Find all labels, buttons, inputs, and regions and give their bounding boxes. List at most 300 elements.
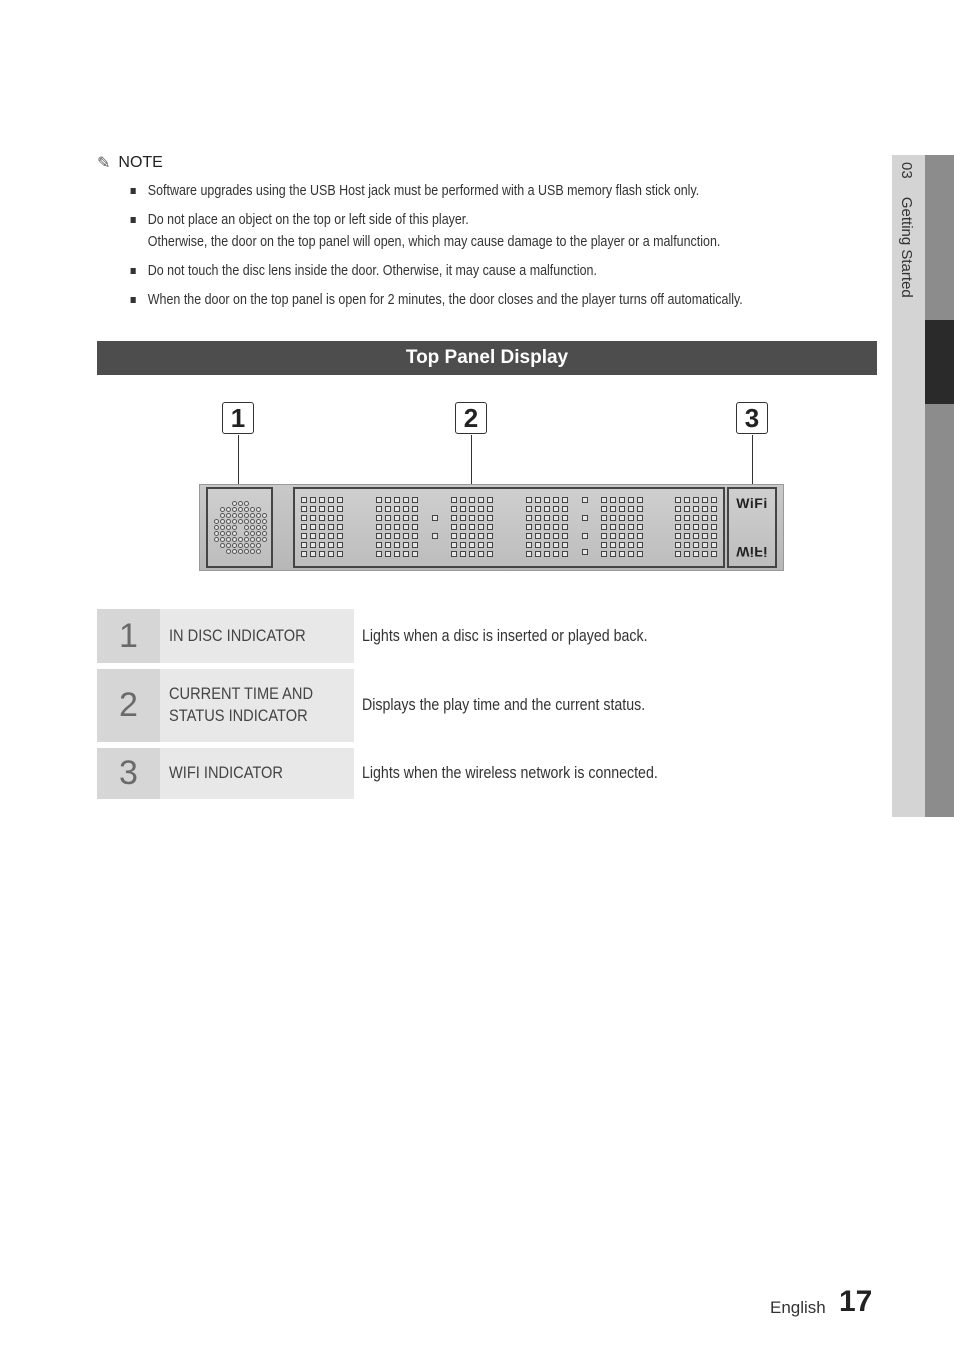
callout-3-leader xyxy=(752,435,753,487)
disc-led-dot xyxy=(256,519,261,524)
row-number: 2 xyxy=(97,669,160,742)
row-name: CURRENT TIME AND STATUS INDICATOR xyxy=(169,684,314,725)
led-digit xyxy=(451,497,493,557)
led-segment xyxy=(711,506,717,512)
led-segment xyxy=(711,515,717,521)
led-segment xyxy=(301,497,307,503)
note-item-text: Do not touch the disc lens inside the door. Otherwise, it may cause a malfunction. xyxy=(147,263,597,279)
note-item xyxy=(128,289,764,311)
led-segment xyxy=(376,533,382,539)
led-segment xyxy=(487,524,493,530)
led-segment xyxy=(601,551,607,557)
disc-led-dot xyxy=(220,513,225,518)
callout-3: 3 xyxy=(736,402,768,434)
wifi-indicator xyxy=(727,487,777,568)
led-segment xyxy=(684,551,690,557)
led-segment xyxy=(526,515,532,521)
led-segment xyxy=(394,542,400,548)
led-segment xyxy=(310,533,316,539)
led-segment xyxy=(619,524,625,530)
disc-led-dot xyxy=(226,531,231,536)
led-segment xyxy=(601,506,607,512)
led-segment xyxy=(328,533,334,539)
led-segment xyxy=(394,551,400,557)
led-segment xyxy=(394,524,400,530)
chapter-tab-label xyxy=(898,162,915,298)
disc-led-dot xyxy=(226,519,231,524)
led-segment xyxy=(544,506,550,512)
disc-led-dot xyxy=(220,525,225,530)
disc-led-dot xyxy=(226,525,231,530)
disc-led-dot xyxy=(250,531,255,536)
led-segment xyxy=(675,533,681,539)
disc-led-dot xyxy=(238,501,243,506)
led-segment xyxy=(310,497,316,503)
led-segment xyxy=(403,497,409,503)
row-name-cell xyxy=(160,669,354,742)
led-segment xyxy=(693,542,699,548)
led-segment xyxy=(337,497,343,503)
led-segment xyxy=(693,515,699,521)
disc-led-dot xyxy=(220,507,225,512)
led-segment xyxy=(469,497,475,503)
row-name: WIFI INDICATOR xyxy=(169,763,283,782)
led-segment xyxy=(451,542,457,548)
led-segment xyxy=(385,533,391,539)
led-segment xyxy=(394,497,400,503)
led-segment xyxy=(328,551,334,557)
led-segment xyxy=(526,497,532,503)
led-segment xyxy=(412,551,418,557)
led-segment xyxy=(637,533,643,539)
led-segment xyxy=(711,542,717,548)
pencil-icon: ✎ xyxy=(97,155,111,172)
led-segment xyxy=(385,542,391,548)
led-segment xyxy=(601,515,607,521)
led-segment xyxy=(469,524,475,530)
led-segment xyxy=(310,551,316,557)
disc-led-dot xyxy=(262,513,267,518)
led-segment xyxy=(469,533,475,539)
led-segment xyxy=(628,533,634,539)
led-segment xyxy=(478,506,484,512)
led-segment xyxy=(385,515,391,521)
led-segment xyxy=(460,533,466,539)
led-segment xyxy=(337,524,343,530)
disc-led-dot xyxy=(220,519,225,524)
led-digit xyxy=(376,497,418,557)
led-segment xyxy=(535,542,541,548)
led-segment xyxy=(702,506,708,512)
led-segment xyxy=(693,497,699,503)
disc-led-dot xyxy=(232,531,237,536)
led-segment xyxy=(711,524,717,530)
note-item xyxy=(128,209,764,253)
callout-2-leader xyxy=(471,435,472,487)
led-separator-dot xyxy=(582,533,588,539)
led-segment xyxy=(553,551,559,557)
led-segment xyxy=(478,551,484,557)
led-segment xyxy=(553,542,559,548)
led-segment xyxy=(301,533,307,539)
led-segment xyxy=(487,497,493,503)
led-segment xyxy=(403,542,409,548)
led-separator-dot xyxy=(432,533,438,539)
disc-led-dot xyxy=(238,513,243,518)
row-number: 3 xyxy=(97,748,160,799)
led-segment xyxy=(535,533,541,539)
table-row xyxy=(97,748,877,799)
footer-language: English xyxy=(770,1298,826,1317)
led-segment xyxy=(702,497,708,503)
led-segment xyxy=(451,533,457,539)
disc-led-dot xyxy=(256,549,261,554)
led-segment xyxy=(451,551,457,557)
led-digit xyxy=(675,497,717,557)
led-separator-dot xyxy=(582,549,588,555)
disc-led-dot xyxy=(250,513,255,518)
led-segment xyxy=(637,542,643,548)
led-segment xyxy=(535,551,541,557)
led-segment xyxy=(544,497,550,503)
disc-led-dot xyxy=(256,543,261,548)
led-segment xyxy=(376,515,382,521)
led-digit xyxy=(526,497,568,557)
led-segment xyxy=(610,506,616,512)
led-segment xyxy=(460,551,466,557)
led-segment xyxy=(328,506,334,512)
led-segment xyxy=(544,542,550,548)
disc-led-dot xyxy=(256,525,261,530)
disc-led-dot xyxy=(244,519,249,524)
led-segment xyxy=(610,515,616,521)
disc-led-dot xyxy=(226,549,231,554)
disc-led-dot xyxy=(220,537,225,542)
disc-led-dot xyxy=(226,543,231,548)
table-row xyxy=(97,669,877,742)
led-segment xyxy=(684,533,690,539)
disc-led-dot xyxy=(250,543,255,548)
led-segment xyxy=(385,551,391,557)
led-segment xyxy=(328,524,334,530)
led-segment xyxy=(478,533,484,539)
led-segment xyxy=(562,524,568,530)
led-segment xyxy=(328,515,334,521)
disc-led-dot xyxy=(232,507,237,512)
led-segment xyxy=(702,515,708,521)
led-segment xyxy=(562,506,568,512)
led-segment xyxy=(310,542,316,548)
led-segment xyxy=(628,515,634,521)
led-segment xyxy=(535,515,541,521)
disc-led-dot xyxy=(244,549,249,554)
led-segment xyxy=(337,551,343,557)
led-segment xyxy=(469,551,475,557)
led-segment xyxy=(403,506,409,512)
led-segment xyxy=(535,524,541,530)
disc-led-dot xyxy=(214,537,219,542)
led-segment xyxy=(319,551,325,557)
led-segment xyxy=(301,542,307,548)
led-segment xyxy=(544,533,550,539)
led-segment xyxy=(619,533,625,539)
disc-led-dot xyxy=(250,525,255,530)
led-segment xyxy=(553,524,559,530)
led-segment xyxy=(451,497,457,503)
led-segment xyxy=(412,515,418,521)
led-segment xyxy=(711,551,717,557)
led-segment xyxy=(460,515,466,521)
disc-led-dot xyxy=(244,507,249,512)
led-segment xyxy=(460,524,466,530)
led-segment xyxy=(451,506,457,512)
led-segment xyxy=(526,542,532,548)
led-segment xyxy=(702,551,708,557)
led-segment xyxy=(619,542,625,548)
led-segment xyxy=(310,506,316,512)
led-segment xyxy=(675,515,681,521)
led-segment xyxy=(601,524,607,530)
led-segment xyxy=(675,551,681,557)
disc-led-dot xyxy=(250,519,255,524)
disc-led-dot xyxy=(232,549,237,554)
led-segment xyxy=(376,506,382,512)
disc-led-dot xyxy=(214,531,219,536)
led-segment xyxy=(637,497,643,503)
led-segment xyxy=(337,506,343,512)
led-segment xyxy=(469,506,475,512)
led-segment xyxy=(412,533,418,539)
note-item-text: Do not place an object on the top or left side of this player. xyxy=(147,212,469,228)
led-segment xyxy=(526,551,532,557)
led-segment xyxy=(301,551,307,557)
callout-1: 1 xyxy=(222,402,254,434)
led-segment xyxy=(610,497,616,503)
led-segment xyxy=(675,506,681,512)
chapter-tab-strip xyxy=(925,155,954,817)
disc-led-dot xyxy=(238,507,243,512)
disc-led-dot xyxy=(238,537,243,542)
disc-led-dot xyxy=(232,543,237,548)
led-segment xyxy=(301,515,307,521)
chapter-tab-active-marker xyxy=(925,320,954,404)
note-list xyxy=(128,180,764,318)
disc-led-dot xyxy=(244,501,249,506)
led-segment xyxy=(684,515,690,521)
led-segment xyxy=(628,497,634,503)
led-segment xyxy=(628,506,634,512)
disc-led-dot xyxy=(244,543,249,548)
led-segment xyxy=(562,542,568,548)
led-segment xyxy=(610,542,616,548)
led-segment xyxy=(376,542,382,548)
disc-led-dot xyxy=(232,501,237,506)
led-segment xyxy=(702,542,708,548)
led-segment xyxy=(693,506,699,512)
led-segment xyxy=(702,533,708,539)
disc-led-dot xyxy=(256,531,261,536)
disc-led-dot xyxy=(226,513,231,518)
led-segment xyxy=(412,497,418,503)
disc-led-dot xyxy=(244,531,249,536)
row-name-cell xyxy=(160,748,354,799)
disc-indicator xyxy=(206,487,273,568)
wifi-label: WiFi xyxy=(736,495,768,511)
row-description: Lights when a disc is inserted or played back. xyxy=(362,627,648,645)
disc-led-dot xyxy=(220,531,225,536)
led-segment xyxy=(385,524,391,530)
row-number: 1 xyxy=(97,609,160,663)
led-segment xyxy=(337,515,343,521)
led-segment xyxy=(553,506,559,512)
led-segment xyxy=(319,533,325,539)
row-name: IN DISC INDICATOR xyxy=(169,626,306,645)
disc-led-dot xyxy=(214,525,219,530)
led-segment xyxy=(385,506,391,512)
led-segment xyxy=(412,524,418,530)
led-segment xyxy=(478,524,484,530)
led-segment xyxy=(544,524,550,530)
disc-led-dot xyxy=(232,537,237,542)
led-segment xyxy=(319,515,325,521)
led-segment xyxy=(526,533,532,539)
chapter-number: 03 xyxy=(898,162,915,179)
led-segment xyxy=(328,497,334,503)
led-segment xyxy=(376,497,382,503)
note-item-text: When the door on the top panel is open for 2 minutes, the door closes and the player turns off automatically. xyxy=(147,292,743,308)
disc-led-dot xyxy=(244,525,249,530)
led-segment xyxy=(337,533,343,539)
led-segment xyxy=(675,497,681,503)
disc-led-dot xyxy=(262,531,267,536)
led-segment xyxy=(553,533,559,539)
note-item-text: Software upgrades using the USB Host jack must be performed with a USB memory flash stick only. xyxy=(147,183,700,199)
led-segment xyxy=(310,524,316,530)
disc-led-dot xyxy=(220,543,225,548)
led-segment xyxy=(562,533,568,539)
led-segment xyxy=(526,506,532,512)
disc-led-dot xyxy=(238,549,243,554)
led-segment xyxy=(684,506,690,512)
led-segment xyxy=(693,551,699,557)
disc-led-dot xyxy=(232,519,237,524)
note-item xyxy=(128,260,764,282)
led-segment xyxy=(601,533,607,539)
led-separator-dot xyxy=(582,497,588,503)
disc-led-dot xyxy=(256,537,261,542)
led-segment xyxy=(637,524,643,530)
led-segment xyxy=(637,551,643,557)
row-name-cell xyxy=(160,609,354,663)
led-separator-dot xyxy=(582,515,588,521)
disc-led-dot xyxy=(232,513,237,518)
led-segment xyxy=(487,533,493,539)
row-description: Lights when the wireless network is connected. xyxy=(362,764,658,782)
callout-1-leader xyxy=(238,435,239,487)
disc-led-dot xyxy=(262,537,267,542)
led-segment xyxy=(711,497,717,503)
led-segment xyxy=(478,542,484,548)
led-segment xyxy=(469,515,475,521)
led-segment xyxy=(487,542,493,548)
led-segment xyxy=(702,524,708,530)
disc-led-dot xyxy=(214,519,219,524)
note-heading-text: NOTE xyxy=(118,154,163,171)
page-number: 17 xyxy=(839,1285,873,1318)
led-segment xyxy=(562,551,568,557)
disc-indicator-dots xyxy=(214,495,266,561)
disc-led-dot xyxy=(238,543,243,548)
disc-led-dot xyxy=(262,519,267,524)
led-segment xyxy=(412,542,418,548)
callout-2: 2 xyxy=(455,402,487,434)
note-item xyxy=(128,180,764,202)
led-segment xyxy=(319,542,325,548)
led-segment xyxy=(711,533,717,539)
led-segment xyxy=(487,551,493,557)
led-segment xyxy=(376,524,382,530)
disc-led-dot xyxy=(256,507,261,512)
disc-led-dot xyxy=(244,537,249,542)
led-segment xyxy=(451,524,457,530)
led-segment xyxy=(451,515,457,521)
disc-led-dot xyxy=(250,507,255,512)
led-segment xyxy=(337,542,343,548)
led-segment xyxy=(684,542,690,548)
led-segment xyxy=(394,515,400,521)
wifi-label-mirrored: WiFi xyxy=(736,544,768,560)
disc-led-dot xyxy=(262,525,267,530)
disc-led-dot xyxy=(238,519,243,524)
led-segment xyxy=(610,551,616,557)
led-segment xyxy=(412,506,418,512)
led-segment xyxy=(535,497,541,503)
led-segment xyxy=(675,524,681,530)
led-segment xyxy=(562,515,568,521)
row-description: Displays the play time and the current status. xyxy=(362,696,646,714)
led-segment xyxy=(460,497,466,503)
disc-led-dot xyxy=(226,507,231,512)
led-digit xyxy=(301,497,343,557)
led-segment xyxy=(403,551,409,557)
led-segment xyxy=(319,524,325,530)
led-segment xyxy=(526,524,532,530)
led-segment xyxy=(544,515,550,521)
led-segment xyxy=(693,533,699,539)
disc-led-dot xyxy=(250,549,255,554)
led-segment xyxy=(328,542,334,548)
disc-led-dot xyxy=(250,537,255,542)
led-segment xyxy=(601,542,607,548)
led-segment xyxy=(628,551,634,557)
led-segment xyxy=(376,551,382,557)
led-segment xyxy=(301,506,307,512)
note-heading xyxy=(97,153,163,173)
led-segment xyxy=(601,497,607,503)
led-segment xyxy=(319,506,325,512)
led-segment xyxy=(394,506,400,512)
chapter-title: Getting Started xyxy=(898,196,915,298)
led-segment xyxy=(460,506,466,512)
led-segment xyxy=(460,542,466,548)
disc-led-dot xyxy=(244,513,249,518)
led-segment xyxy=(553,497,559,503)
led-segment xyxy=(684,524,690,530)
led-segment xyxy=(544,551,550,557)
led-segment xyxy=(478,515,484,521)
led-segment xyxy=(310,515,316,521)
section-title: Top Panel Display xyxy=(97,341,877,375)
